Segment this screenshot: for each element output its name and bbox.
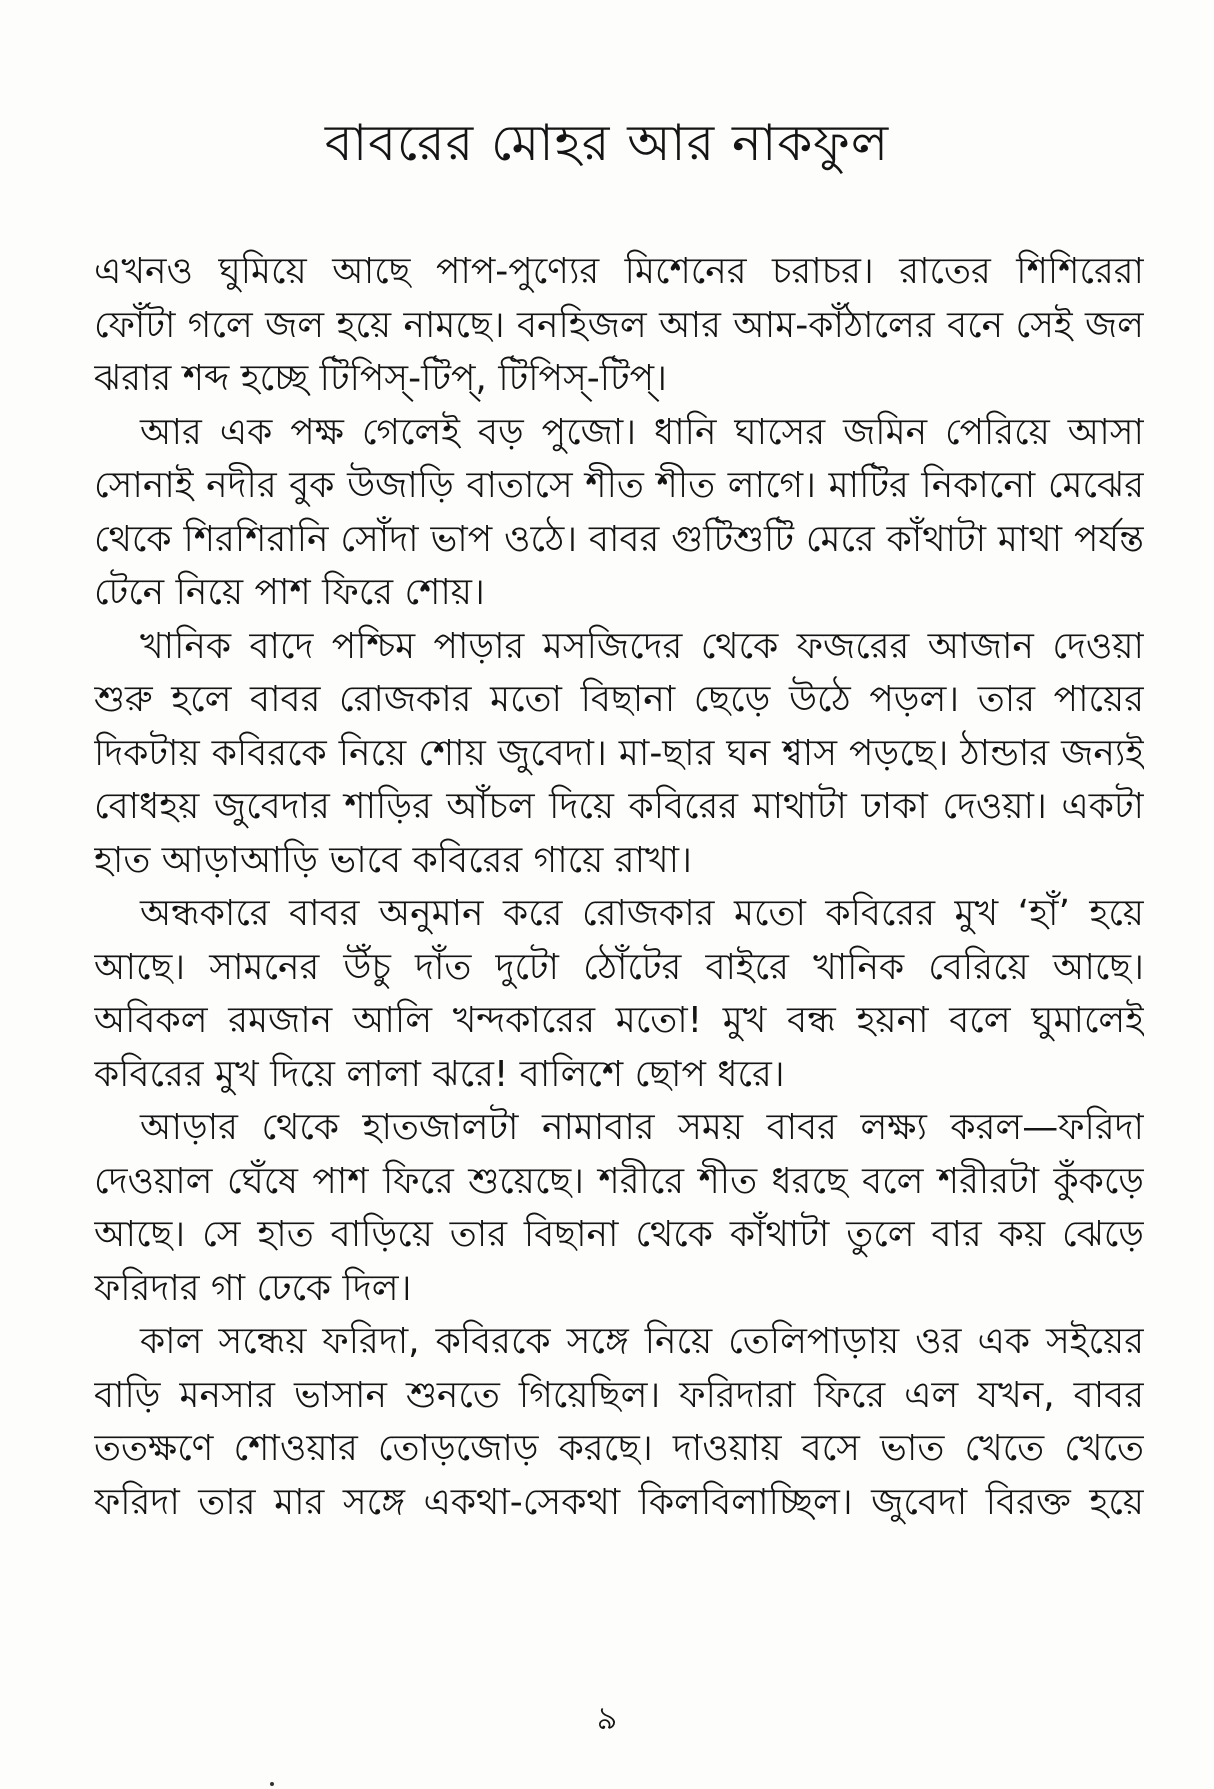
text-line: অন্ধকারে বাবর অনুমান করে রোজকার মতো কবিরের মুখ ‘হাঁ’ হয়ে <box>140 893 1144 934</box>
text-line: খানিক বাদে পশ্চিম পাড়ার মসজিদের থেকে ফজরের আজান দেওয়া <box>140 625 1144 667</box>
paragraph-5 <box>94 1101 1144 1315</box>
paragraph-4 <box>94 887 1144 1101</box>
text-line: ফরিদার গা ঢেকে দিল। <box>94 1267 412 1309</box>
paragraph-2 <box>94 406 1144 620</box>
text-line: ততক্ষণে শোওয়ার তোড়জোড় করছে। দাওয়ায় বসে ভাত খেতে খেতে <box>94 1428 1144 1469</box>
scan-speck <box>270 1782 274 1786</box>
text-line: ঝরার শব্দ হচ্ছে টিপিস্-টিপ্, টিপিস্-টিপ্। <box>94 358 667 399</box>
text-line: দিকটায় কবিরকে নিয়ে শোয় জুবেদা। মা-ছার ঘন শ্বাস পড়ছে। ঠান্ডার জন্যই <box>94 732 1144 774</box>
text-line: আড়ার থেকে হাতজালটা নামাবার সময় বাবর লক্ষ্য করল—ফরিদা <box>140 1107 1144 1148</box>
text-line: হাত আড়াআড়ি ভাবে কবিরের গায়ে রাখা। <box>94 839 692 881</box>
page-number: ৯ <box>596 1699 618 1737</box>
text-line: থেকে শিরশিরানি সোঁদা ভাপ ওঠে। বাবর গুটিশুটি মেরে কাঁথাটা মাথা পর্যন্ত <box>94 518 1144 560</box>
text-line: কাল সন্ধেয় ফরিদা, কবিরকে সঙ্গে নিয়ে তেলিপাড়ায় ওর এক সইয়ের <box>140 1321 1144 1362</box>
text-line: বাড়ি মনসার ভাসান শুনতে গিয়েছিল। ফরিদারা ফিরে এল যখন, বাবর <box>94 1374 1144 1416</box>
paragraph-6 <box>94 1315 1144 1529</box>
chapter-title: বাবরের মোহর আর নাকফুল <box>324 114 890 172</box>
paragraph-3 <box>94 620 1144 888</box>
text-line: আছে। সামনের উঁচু দাঁত দুটো ঠোঁটের বাইরে খানিক বেরিয়ে আছে। <box>94 946 1144 988</box>
text-line: অবিকল রমজান আলি খন্দকারের মতো! মুখ বন্ধ হয়না বলে ঘুমালেই <box>94 1000 1144 1041</box>
text-line: দেওয়াল ঘেঁষে পাশ ফিরে শুয়েছে। শরীরে শীত ধরছে বলে শরীরটা কুঁকড়ে <box>94 1160 1144 1202</box>
text-line: এখনও ঘুমিয়ে আছে পাপ-পুণ্যের মিশেনের চরাচর। রাতের শিশিরেরা <box>94 251 1144 292</box>
text-line: ফরিদা তার মার সঙ্গে একথা-সেকথা কিলবিলাচ্ছিল। জুবেদা বিরক্ত হয়ে <box>94 1481 1144 1523</box>
text-line: কবিরের মুখ দিয়ে লালা ঝরে! বালিশে ছোপ ধরে। <box>94 1053 785 1095</box>
body-text <box>94 245 1144 1529</box>
text-line: বোধহয় জুবেদার শাড়ির আঁচল দিয়ে কবিরের মাথাটা ঢাকা দেওয়া। একটা <box>94 786 1144 827</box>
text-line: আর এক পক্ষ গেলেই বড় পুজো। ধানি ঘাসের জমিন পেরিয়ে আসা <box>140 411 1144 453</box>
paragraph-1 <box>94 245 1144 406</box>
text-line: ফোঁটা গলে জল হয়ে নামছে। বনহিজল আর আম-কাঁঠালের বনে সেই জল <box>94 304 1144 346</box>
text-line: টেনে নিয়ে পাশ ফিরে শোয়। <box>94 572 485 613</box>
text-line: সোনাই নদীর বুক উজাড়ি বাতাসে শীত শীত লাগে। মাটির নিকানো মেঝের <box>94 465 1144 506</box>
text-line: শুরু হলে বাবর রোজকার মতো বিছানা ছেড়ে উঠে পড়ল। তার পায়ের <box>94 679 1144 720</box>
text-line: আছে। সে হাত বাড়িয়ে তার বিছানা থেকে কাঁথাটা তুলে বার কয় ঝেড়ে <box>94 1214 1144 1255</box>
